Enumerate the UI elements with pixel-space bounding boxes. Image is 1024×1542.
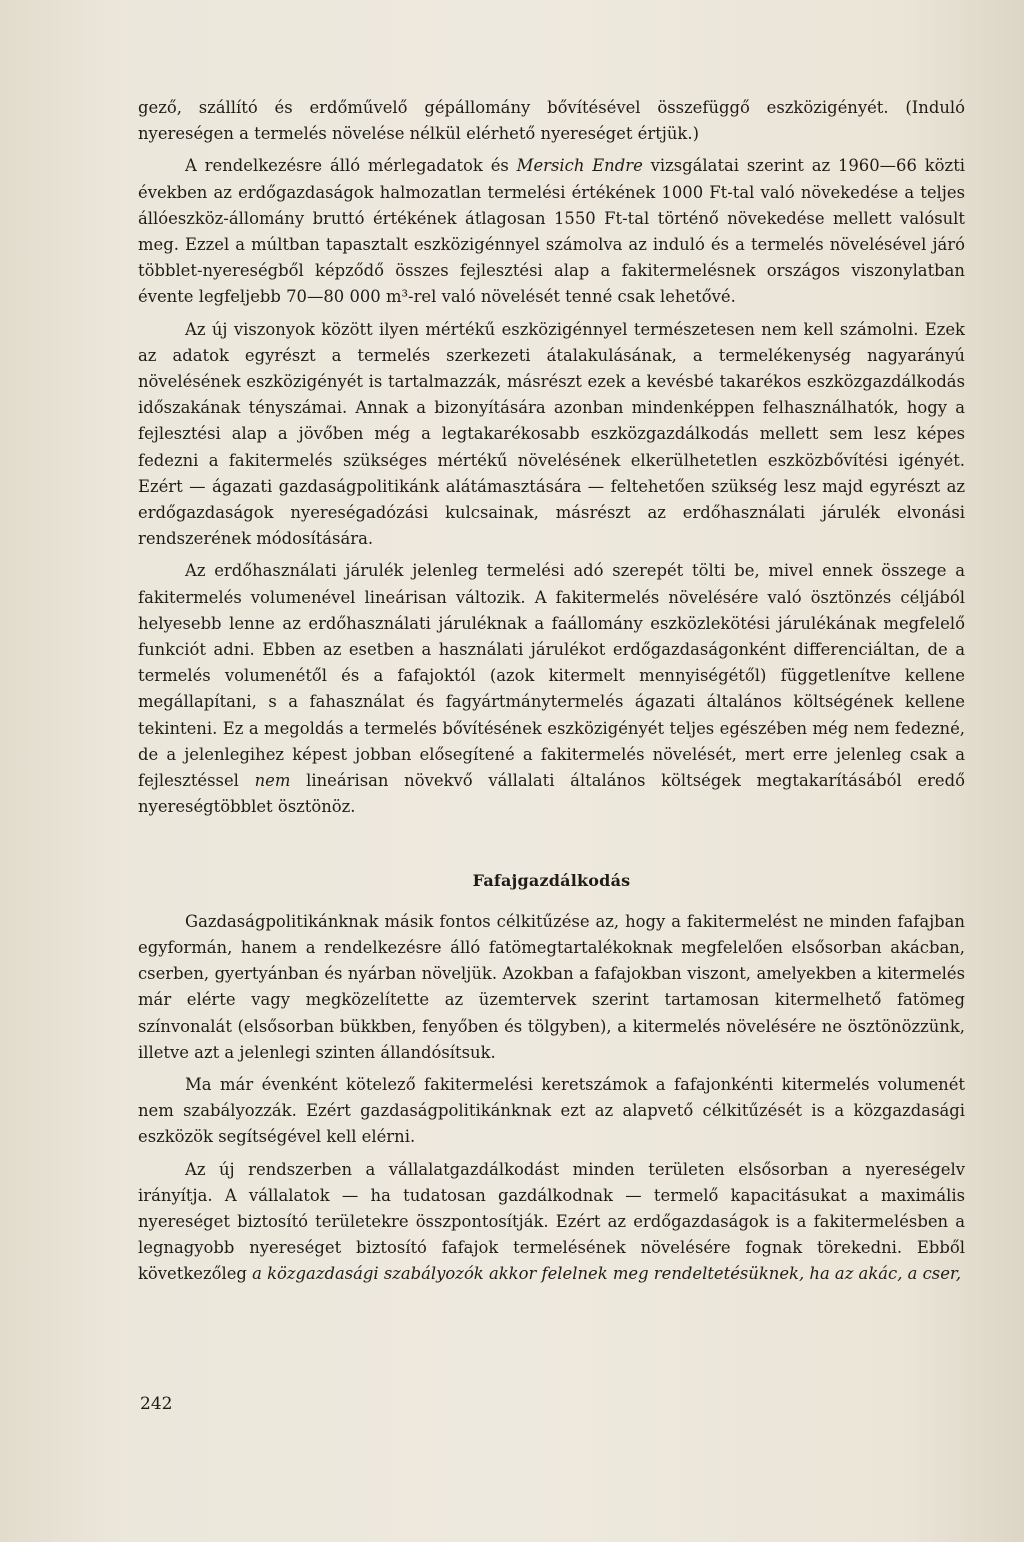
text-span: vizsgálatai szerint az 1960—66 közti években az erdőgazdaságok halmozatlan termelési értékének 1000 Ft-tal való növekedése a teljes állóeszköz-állomány bruttó értékének átlagosan 1550 Ft-tal történő növekedése mellett valósult meg. Ezzel a múltban tapasztalt eszközigénnyel számolva az induló és a termelés növelésével járó többlet-nyereségből képződő összes fejlesztési alap a fakitermelésnek országos viszonylatban évente legfeljebb 70—80 000 m³-rel való növelését tenné csak lehetővé.	[138, 156, 966, 307]
text-span: Az új rendszerben a vállalatgazdálkodást minden területen elsősorban a nyereségelv irányítja. A vállalatok — ha tudatosan gazdálkodnak — termelő kapacitásukat a maximális nyereséget biztosító területekre összpontosítják. Ezért az erdőgazdaságok is a fakitermelésben a legnagyobb nyereséget biztosító fafajok termelésének növelésére fognak törekedni. Ebből következőleg	[138, 1159, 965, 1284]
paragraph-quota: Ma már évenként kötelező fakitermelési keretszámok a fafajonkénti kitermelés volumenét nem szabályozzák. Ezért gazdaságpolitikánknak ezt az alapvető célkitűzését is a közgazdasági eszközök segítségével kell elérni.	[138, 1074, 965, 1147]
paragraph-forest-use-fee	[138, 558, 965, 820]
paragraph-mersich	[138, 153, 965, 310]
italic-sentence: a közgazdasági szabályozók akkor felelnek meg rendeltetésüknek, ha az akác, a cser,	[252, 1264, 962, 1284]
text-span: lineárisan növekvő vállalati általános költségek megtakarításából eredő nyereségtöbblet ösztönöz.	[138, 771, 965, 817]
paragraph-new-conditions: Az új viszonyok között ilyen mértékű eszközigénnyel természetesen nem kell számolni. Ezek az adatok egyrészt a termelés szerkezeti átalakulásának, a termelékenység nagyarányú növelésének eszközigényét is tartalmazzák, másrészt ezek a kevésbé takarékos eszközgazdálkodás időszakának tényszámai. Annak a bizonyítására azonban mindenképpen felhasználhatók, hogy a fejlesztési alap a jövőben még a legtakarékosabb eszközgazdálkodás mellett sem lesz képes fedezni a fakitermelés szükséges mértékű növelésének elkerülhetetlen eszközbővítési igényét. Ezért — ágazati gazdaságpolitikánk alátámasztására — feltehetően szükség lesz majd egyrészt az erdőgazdaságok nyereségadózási kulcsainak, másrészt az erdőhasználati járulék elvonási rendszerének módosítására.	[138, 319, 965, 549]
paragraph-species-goal: Gazdaságpolitikánknak másik fontos célkitűzése az, hogy a fakitermelést ne minden fafajban egyformán, hanem a rendelkezésre álló fatömegtartalékoknak megfelelően elsősorban akácban, cserben, gyertyánban és nyárban növeljük. Azokban a fafajokban viszont, amelyekben a kitermelés már elérte vagy megközelítette az üzemtervek szerint tartamosan kitermelhető fatömeg színvonalát (elsősorban bükkben, fenyőben és tölgyben), a kitermelés növelésére ne ösztönözzünk, illetve azt a jelenlegi szinten állandósítsuk.	[138, 911, 965, 1062]
text-span: Az erdőhasználati járulék jelenleg termelési adó szerepét tölti be, mivel ennek összege a fakitermelés volumenével lineárisan változik. A fakitermelés növelésére való ösztönzés céljából helyesebb lenne az erdőhasználati járuléknak a faállomány eszközlekötési járulékának megfelelő funkciót adni. Ebben az esetben a használati járulékot erdőgazdaságonként differenciáltan, de a termelés volumenétől és a fafajoktól (azok kitermelt mennyiségétől) függetlenítve kellene megállapítani, s a fahasználat és fagyártmánytermelés ágazati általános költségének kellene tekinteni. Ez a megoldás a termelés bővítésének eszközigényét teljes egészében még nem fedezné, de a jelenlegihez képest jobban elősegítené a fakitermelés növelését, mert erre jelenleg csak a fejlesztéssel	[138, 561, 965, 791]
author-name-italic: Mersich Endre	[516, 156, 643, 176]
paragraph-continuation: gező, szállító és erdőművelő gépállomány bővítésével összefüggő eszközigényét. (Induló nyereségen a termelés növelése nélkül elérhető nyereséget értjük.)	[138, 98, 965, 144]
body-text	[138, 95, 965, 1288]
page-number: 242	[140, 1394, 173, 1414]
text-span: A rendelkezésre álló mérlegadatok és	[185, 156, 517, 176]
italic-word: nem	[254, 771, 291, 791]
paragraph-profit-principle	[138, 1157, 965, 1288]
section-heading: Fafajgazdálkodás	[472, 871, 631, 891]
